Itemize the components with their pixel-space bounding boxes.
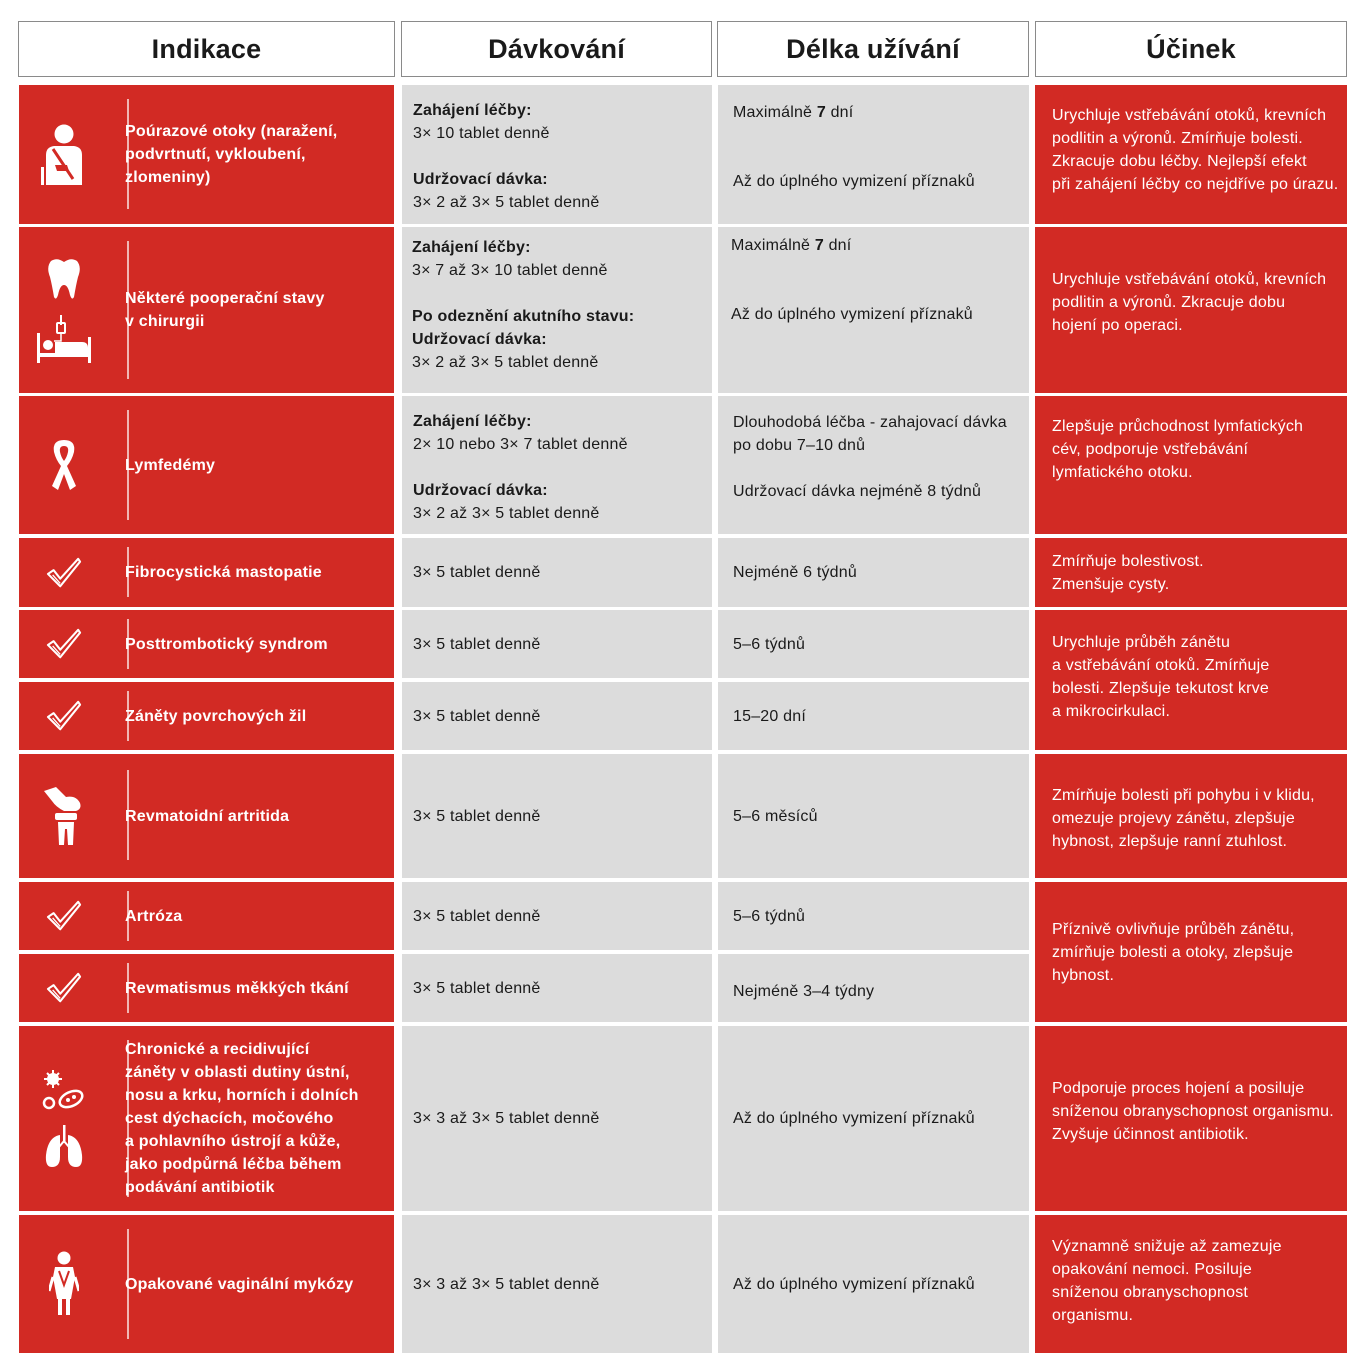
indication-cell (19, 882, 394, 950)
checkmark-icon (19, 538, 109, 607)
effect-cell: Urychluje vstřebávání otoků, krevních podlitin a výronů. Zmírňuje bolesti. Zkracuje dobu léčby. Nejlepší efekt při zahájení léčby co nejdříve po úrazu. (1035, 85, 1347, 224)
indication-cell (19, 610, 394, 678)
effect-cell: Zlepšuje průchodnost lymfatických cév, podporuje vstřebávání lymfatického otoku. (1035, 396, 1347, 534)
dosage-cell: 3× 5 tablet denně (402, 538, 712, 607)
indication-cell (19, 954, 394, 1022)
duration-cell: Dlouhodobá léčba - zahajovací dávka po dobu 7–10 dnů Udržovací dávka nejméně 8 týdnů (718, 396, 1029, 534)
header-davkovani: Dávkování (401, 21, 712, 77)
dosage-cell: 3× 5 tablet denně (402, 882, 712, 950)
indication-label: Posttrombotický syndrom (125, 635, 328, 653)
dosage-cell: 3× 3 až 3× 5 tablet denně (402, 1215, 712, 1353)
woman-icon (19, 1215, 109, 1353)
knee-joint-icon (19, 754, 109, 878)
dosage-cell: 3× 3 až 3× 5 tablet denně (402, 1026, 712, 1211)
indication-label: Revmatoidní artritida (125, 807, 290, 825)
dosage-cell: 3× 5 tablet denně (402, 954, 712, 1022)
awareness-ribbon-icon (19, 396, 109, 534)
indication-cell (19, 396, 394, 534)
tooth-icon (47, 257, 81, 301)
checkmark-icon (19, 882, 109, 950)
header-indikace: Indikace (18, 21, 395, 77)
checkmark-icon (19, 954, 109, 1022)
indication-cell (19, 1026, 394, 1211)
duration-cell: 15–20 dní (718, 682, 1029, 750)
effect-cell: Urychluje vstřebávání otoků, krevních podlitin a výronů. Zkracuje dobu hojení po operaci. (1035, 227, 1347, 393)
indication-cell (19, 227, 394, 393)
effect-cell: Podporuje proces hojení a posiluje sníženou obranyschopnost organismu. Zvyšuje účinnost antibiotik. (1035, 1026, 1347, 1211)
indication-label: Chronické a recidivující záněty v oblasti dutiny ústní, nosu a krku, horních i dolních cest dýchacích, močového a pohlavního ústrojí a kůže, jako podpůrná léčba během podávání antibiotik (125, 1041, 359, 1196)
effect-cell-merged: Urychluje průběh zánětu a vstřebávání otoků. Zmírňuje bolesti. Zlepšuje tekutost krve a mikrocirkulaci. (1035, 610, 1347, 750)
dosage-cell: 3× 5 tablet denně (402, 682, 712, 750)
indication-cell (19, 1215, 394, 1353)
duration-cell: 5–6 týdnů (718, 610, 1029, 678)
dosage-cell: Zahájení léčby: 2× 10 nebo 3× 7 tablet denně Udržovací dávka: 3× 2 až 3× 5 tablet denně (402, 396, 712, 534)
duration-cell: 5–6 měsíců (718, 754, 1029, 878)
indication-label: Artróza (125, 907, 183, 925)
header-delka-uzivani: Délka užívání (717, 21, 1029, 77)
duration-cell: Až do úplného vymizení příznaků (718, 1215, 1029, 1353)
hospital-bed-icon (36, 315, 92, 363)
duration-cell: 5–6 týdnů (718, 882, 1029, 950)
duration-cell: Nejméně 3–4 týdny (718, 954, 1029, 1022)
indication-cell (19, 682, 394, 750)
duration-cell: Maximálně 7 dní Až do úplného vymizení příznaků (718, 227, 1029, 393)
checkmark-icon (19, 610, 109, 678)
dosage-cell: 3× 5 tablet denně (402, 610, 712, 678)
effect-cell: Významně snižuje až zamezuje opakování nemoci. Posiluje sníženou obranyschopnost organismu. (1035, 1215, 1347, 1353)
header-ucinek: Účinek (1035, 21, 1347, 77)
duration-cell: Až do úplného vymizení příznaků (718, 1026, 1029, 1211)
effect-cell: Zmírňuje bolesti při pohybu i v klidu, omezuje projevy zánětu, zlepšuje hybnost, zlepšuje ranní ztuhlost. (1035, 754, 1347, 878)
effect-cell-merged: Příznivě ovlivňuje průběh zánětu, zmírňuje bolesti a otoky, zlepšuje hybnost. (1035, 882, 1347, 1022)
indication-label: Některé pooperační stavy v chirurgii (125, 290, 325, 330)
dosage-cell: 3× 5 tablet denně (402, 754, 712, 878)
indication-cell (19, 538, 394, 607)
lungs-icon (44, 1125, 84, 1169)
indication-label: Poúrazové otoky (naražení, podvrtnutí, vykloubení, zlomeniny) (125, 123, 338, 186)
indication-cell (19, 754, 394, 878)
injured-person-icon (19, 85, 109, 224)
checkmark-icon (19, 682, 109, 750)
bacteria-icon (41, 1069, 87, 1113)
duration-cell: Nejméně 6 týdnů (718, 538, 1029, 607)
indication-label: Záněty povrchových žil (125, 707, 307, 725)
indication-label: Fibrocystická mastopatie (125, 564, 322, 581)
indication-label: Lymfedémy (125, 456, 216, 474)
duration-cell: Maximálně 7 dní Až do úplného vymizení příznaků (718, 85, 1029, 224)
indication-label: Revmatismus měkkých tkání (125, 979, 349, 997)
dosage-cell: Zahájení léčby: 3× 10 tablet denně Udržovací dávka: 3× 2 až 3× 5 tablet denně (402, 85, 712, 224)
effect-cell: Zmírňuje bolestivost. Zmenšuje cysty. (1035, 538, 1347, 607)
indication-cell (19, 85, 394, 224)
dosage-cell: Zahájení léčby: 3× 7 až 3× 10 tablet denně Po odeznění akutního stavu: Udržovací dávka: 3× 2 až 3× 5 tablet denně (402, 227, 712, 393)
indication-label: Opakované vaginální mykózy (125, 1275, 354, 1293)
